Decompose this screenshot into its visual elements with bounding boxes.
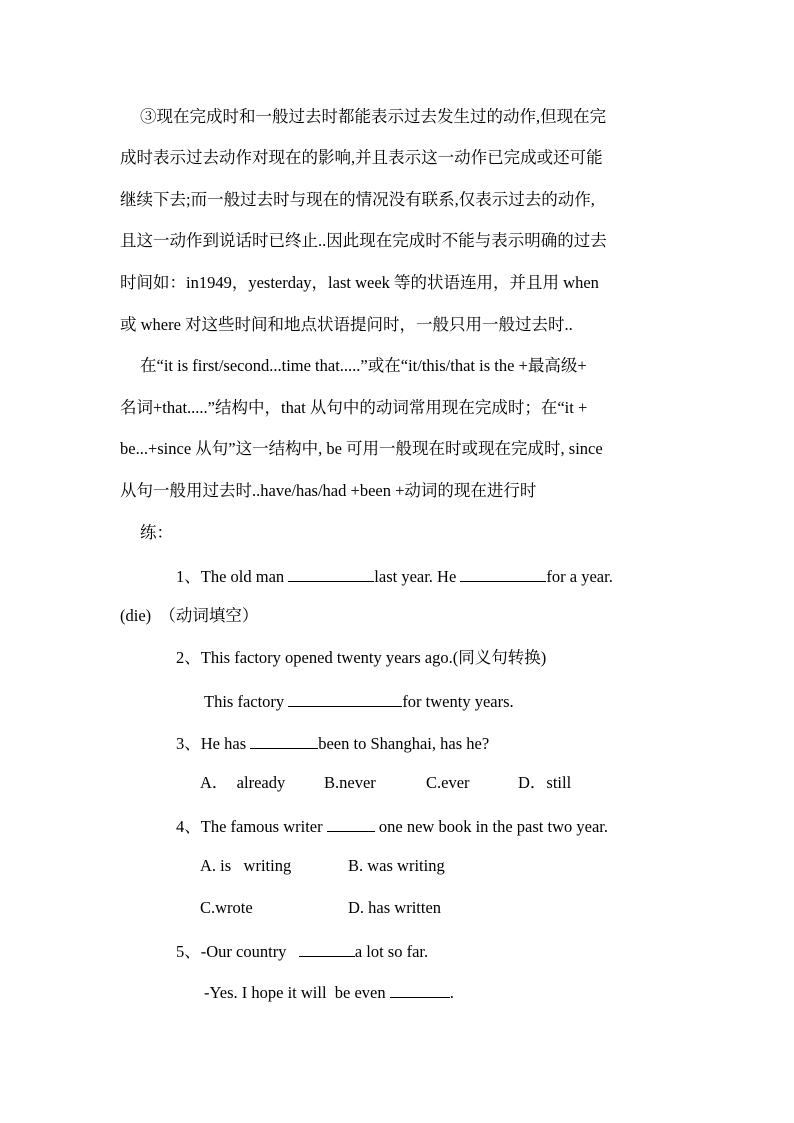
question-1-number: 1、 xyxy=(176,567,201,586)
paragraph3-line-4: 且这一动作到说话时已终止..因此现在完成时不能与表示明确的过去 xyxy=(120,231,607,250)
question-1-line-1 xyxy=(176,565,613,587)
question-5-blank-2[interactable] xyxy=(390,981,450,998)
question-5-line-2 xyxy=(204,981,454,1003)
exercise-heading: 练： xyxy=(140,523,173,542)
question-4-text-a: 4、The famous writer xyxy=(176,817,327,836)
question-1-text-b: last year. He xyxy=(374,567,461,586)
question-3-text-b: been to Shanghai, has he? xyxy=(318,734,490,753)
paragraph4-line-4: 从句一般用过去时..have/has/had +been +动词的现在进行时 xyxy=(120,481,537,500)
question-5-text-d: . xyxy=(449,983,454,1002)
question-5-blank-1[interactable] xyxy=(299,940,355,957)
question-5-line-1 xyxy=(176,940,428,962)
paragraph3-line-3: 继续下去;而一般过去时与现在的情况没有联系,仅表示过去的动作, xyxy=(120,190,595,209)
question-4-text-b: one new book in the past two year. xyxy=(374,817,608,836)
question-1-text-a: The old man xyxy=(200,567,289,586)
question-2-blank[interactable] xyxy=(288,690,402,707)
question-3-text-a: 3、He has xyxy=(176,734,251,753)
question-2-line-2 xyxy=(204,690,514,712)
question-3-option-b[interactable]: B.never xyxy=(324,773,376,792)
paragraph4-line-1: 在“it is first/second...time that.....”或在“it/this/that is the +最高级+ xyxy=(140,356,587,375)
question-5-text-a: 5、-Our country xyxy=(176,942,299,961)
question-3-line-1 xyxy=(176,732,489,754)
question-2-text-a: This factory xyxy=(204,692,289,711)
question-1-line-2: (die) （动词填空） xyxy=(120,606,259,625)
question-4-option-c[interactable]: C.wrote xyxy=(200,898,253,917)
question-1-text-c: for a year. xyxy=(546,567,613,586)
question-4-option-d[interactable]: D. has written xyxy=(348,898,442,917)
question-1-blank-1[interactable] xyxy=(288,565,374,582)
question-3-option-d[interactable]: D．still xyxy=(518,773,572,792)
question-2-text-b: for twenty years. xyxy=(402,692,514,711)
question-4-line-1 xyxy=(176,815,608,837)
question-4-option-a[interactable]: A. is writing xyxy=(200,856,292,875)
question-2-line-1: 2、This factory opened twenty years ago.(同义句转换) xyxy=(176,648,547,667)
paragraph3-line-1: ③现在完成时和一般过去时都能表示过去发生过的动作,但现在完 xyxy=(140,107,607,126)
paragraph4-line-2: 名词+that.....”结构中，that 从句中的动词常用现在完成时；在“it + xyxy=(120,398,588,417)
question-3-blank[interactable] xyxy=(250,732,318,749)
question-3-option-a[interactable]: A． already xyxy=(200,773,286,792)
paragraph3-line-6: 或 where 对这些时间和地点状语提问时，一般只用一般过去时.. xyxy=(120,315,573,334)
paragraph3-line-2: 成时表示过去动作对现在的影响,并且表示这一动作已完成或还可能 xyxy=(120,148,603,167)
paragraph3-line-5: 时间如：in1949，yesterday，last week 等的状语连用，并且用 when xyxy=(120,273,599,292)
question-5-text-b: a lot so far. xyxy=(354,942,429,961)
question-3-option-c[interactable]: C.ever xyxy=(426,773,470,792)
question-5-text-c: -Yes. I hope it will be even xyxy=(204,983,390,1002)
question-4-blank[interactable] xyxy=(327,815,375,832)
question-1-blank-2[interactable] xyxy=(460,565,546,582)
question-4-option-b[interactable]: B. was writing xyxy=(348,856,445,875)
paragraph4-line-3: be...+since 从句”这一结构中, be 可用一般现在时或现在完成时, since xyxy=(120,439,603,458)
